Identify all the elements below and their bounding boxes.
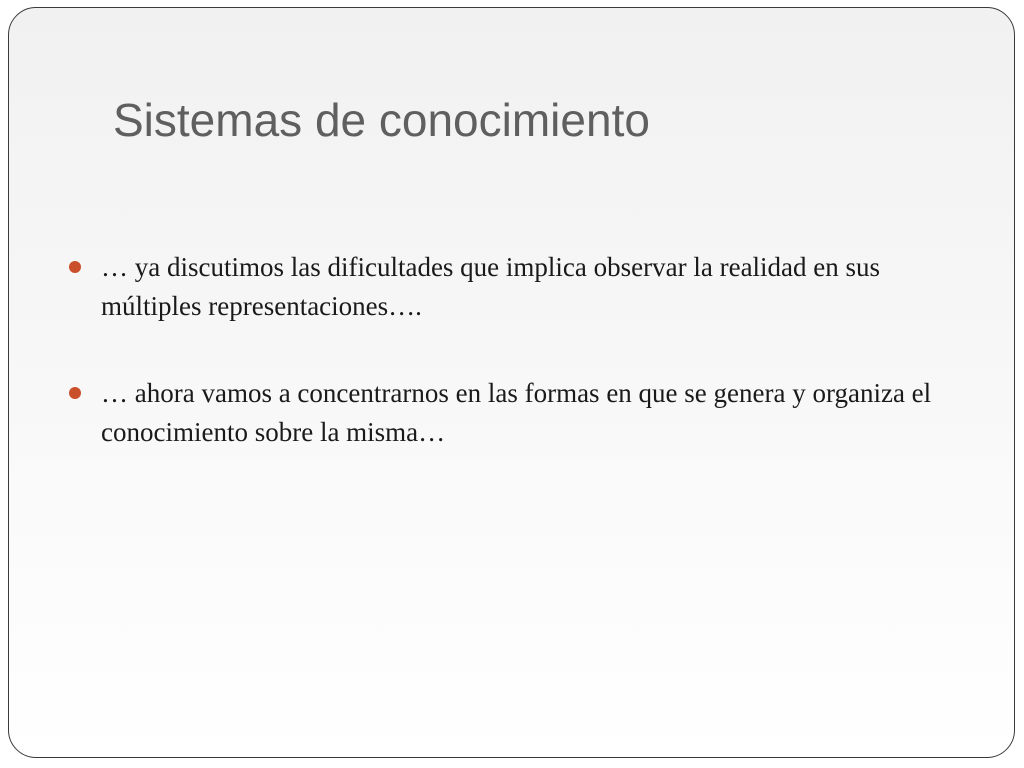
slide bbox=[8, 7, 1015, 758]
slide-title: Sistemas de conocimiento bbox=[113, 94, 650, 146]
bullet-text: … ahora vamos a concentrarnos en las formas en que se genera y organiza el conocimiento sobre la misma… bbox=[101, 378, 932, 447]
bullet-dot-icon bbox=[69, 387, 81, 399]
bullet-dot-icon bbox=[69, 261, 81, 273]
bullet-list bbox=[69, 248, 974, 500]
bullet-text: … ya discutimos las dificultades que implica observar la realidad en sus múltiples representaciones…. bbox=[101, 252, 881, 321]
bullet-item bbox=[69, 374, 974, 452]
bullet-item bbox=[69, 248, 974, 326]
